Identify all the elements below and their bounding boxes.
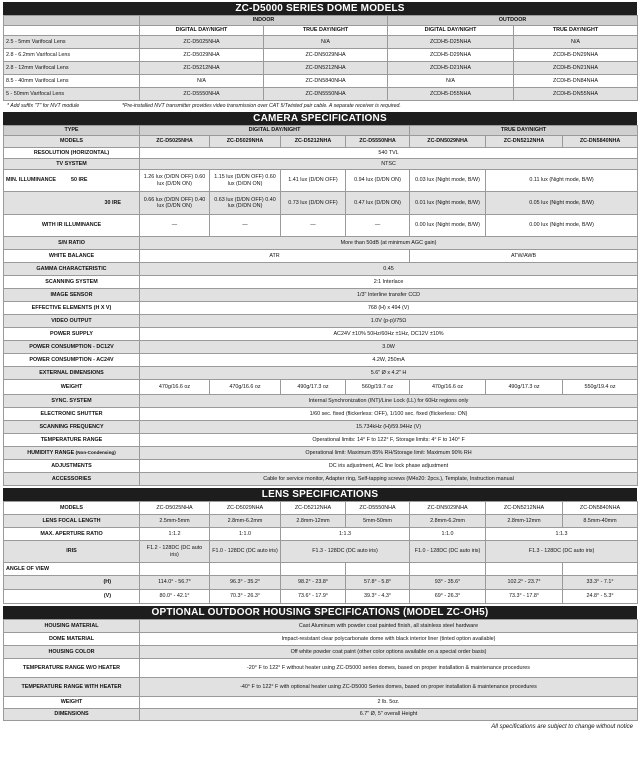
housing-value: -20° F to 122° F without heater using ZC-D5000 series domes, based on proper installation & maintenance procedures [140, 659, 638, 678]
illum-value: 1.15 lux (D/DN OFF) 0.60 lux (D/DN ON) [210, 170, 281, 192]
lens-model: ZC-DN5840NHA [563, 502, 638, 515]
housing-value: 2 lb. 5oz. [140, 697, 638, 709]
lens-model: ZC-D5025NHA [140, 502, 210, 515]
illum-value: 0.94 lux (D/DN ON) [346, 170, 410, 192]
model-cell: ZC-DN5212NHA [264, 62, 388, 75]
ir-value: 0.00 lux (Night mode, B/W) [410, 215, 486, 237]
model-cell: N/A [264, 36, 388, 49]
aperture-value: 1:1.3 [486, 528, 638, 541]
aov-label: ANGLE OF VIEW [4, 563, 140, 576]
housing-label: HOUSING MATERIAL [4, 620, 140, 633]
iris-label: IRIS [4, 541, 140, 563]
acc-value: Cable for service monitor, Adapter ring, Self-tapping screws (M4x20: 2pcs.), Template, Instruction manual [140, 473, 638, 486]
illum-value: 0.01 lux (Night mode, B/W) [410, 192, 486, 215]
resolution-label: RESOLUTION (HORIZONTAL) [4, 148, 140, 159]
sensor-label: IMAGE SENSOR [4, 289, 140, 302]
shutter-value: 1/60 sec. fixed (flickerless: OFF), 1/100 sec. fixed (flickerless: ON) [140, 408, 638, 421]
ir-dash: — [140, 215, 210, 237]
scan-value: 2:1 Interlace [140, 276, 638, 289]
iris-value: F1.0 - 128DC (DC auto iris) [410, 541, 486, 563]
humid-label-small: (Non-Condensing) [75, 449, 116, 455]
ire30-label: 30 IRE [4, 192, 140, 215]
aperture-value: 1:1.2 [140, 528, 210, 541]
freq-label: SCANNING FREQUENCY [4, 421, 140, 434]
aperture-value: 1:1.0 [410, 528, 486, 541]
lens-model: ZC-D5212NHA [281, 502, 346, 515]
model-cell: ZCDH5-DN55NHA [514, 88, 638, 101]
illum-value: 0.03 lux (Night mode, B/W) [410, 170, 486, 192]
table-row [4, 88, 638, 101]
iris-value: F1.3 - 128DC (DC auto iris) [281, 541, 410, 563]
models-note [3, 101, 637, 112]
aov-h-label: (H) [4, 576, 140, 590]
model-cell: ZCDH5-D25NHA [388, 36, 514, 49]
illum-value: 1.41 lux (D/DN OFF) [281, 170, 346, 192]
weight-value: 470g/16.6 oz [410, 380, 486, 395]
video-out-label: VIDEO OUTPUT [4, 315, 140, 328]
aov-v-value: 24.8° - 5.3° [563, 590, 638, 604]
illum-value: 0.47 lux (D/DN ON) [346, 192, 410, 215]
tv-system-label: TV SYSTEM [4, 159, 140, 170]
weight-value: 550g/19.4 oz [563, 380, 638, 395]
elements-value: 768 (H) x 494 (V) [140, 302, 638, 315]
housing-label: WEIGHT [4, 697, 140, 709]
ir-dash: — [210, 215, 281, 237]
weight-value: 490g/17.3 oz [281, 380, 346, 395]
wb-value: ATW/AWB [410, 250, 638, 263]
model-header: ZC-D5212NHA [281, 136, 346, 148]
lens-cell: 2.5 - 5mm Varifocal Lens [4, 36, 140, 49]
model-cell: ZCDH5-DN84NHA [514, 75, 638, 88]
col-header: DIGITAL DAY/NIGHT [140, 26, 264, 36]
illum-value: 1.26 lux (D/DN OFF) 0.60 lux (D/DN ON) [140, 170, 210, 192]
lens-section-title: LENS SPECIFICATIONS [3, 488, 637, 501]
weight-value: 470g/16.6 oz [140, 380, 210, 395]
housing-value: 6.7" Ø, 5" overall Height [140, 709, 638, 721]
aov-h-value: 98.2° - 23.8° [281, 576, 346, 590]
lens-table [3, 501, 638, 604]
model-cell: ZC-D5212NHA [140, 62, 264, 75]
illum-value: 0.11 lux (Night mode, B/W) [486, 170, 638, 192]
ir-dash: — [281, 215, 346, 237]
model-cell: ZC-DN5029NHA [264, 49, 388, 62]
model-header: ZC-D5029NHA [210, 136, 281, 148]
model-header: ZC-D5550NHA [346, 136, 410, 148]
type-label: TYPE [4, 126, 140, 136]
illum-value: 0.73 lux (D/DN OFF) [281, 192, 346, 215]
housing-label: DOME MATERIAL [4, 633, 140, 646]
table-row [4, 36, 638, 49]
temp-value: Operational limits: 14° F to 122° F, Storage limits: 4° F to 140° F [140, 434, 638, 447]
humid-value: Operational limit: Maximum 85% RH/Storage limit: Maximum 90% RH [140, 447, 638, 460]
aov-h-value: 114.0° - 56.7° [140, 576, 210, 590]
housing-section-title: OPTIONAL OUTDOOR HOUSING SPECIFICATIONS (MODEL ZC-OH5) [3, 606, 637, 619]
table-row [4, 49, 638, 62]
aov-v-value: 39.3° - 4.3° [346, 590, 410, 604]
temp-label: TEMPERATURE RANGE [4, 434, 140, 447]
gamma-value: 0.45 [140, 263, 638, 276]
housing-label: TEMPERATURE RANGE WITH HEATER [4, 678, 140, 697]
power-value: AC24V ±10% 50Hz/60Hz ±1Hz, DC12V ±10% [140, 328, 638, 341]
iris-value: F1.2 - 128DC (DC auto iris) [140, 541, 210, 563]
model-cell: ZC-DN5840NHA [264, 75, 388, 88]
aperture-label: MAX. APERTURE RATIO [4, 528, 140, 541]
housing-value: Off white powder coat paint (other color options available on a special order basis) [140, 646, 638, 659]
adjust-label: ADJUSTMENTS [4, 460, 140, 473]
sn-value: More than 50dB (at minimum AGC gain) [140, 237, 638, 250]
illum-value: 0.05 lux (Night mode, B/W) [486, 192, 638, 215]
humid-label: HUMIDITY RANGE [27, 449, 75, 456]
wb-value: ATR [140, 250, 410, 263]
housing-table [3, 619, 638, 721]
aperture-value: 1:1.3 [281, 528, 410, 541]
humid-cell [4, 447, 140, 460]
note-left: * Add suffix "T" for NVT module [7, 103, 80, 109]
housing-value: -40° F to 122° F with optional heater using ZC-D5000 Series domes, based on proper installation & maintenance procedures [140, 678, 638, 697]
model-cell: ZC-DN5550NHA [264, 88, 388, 101]
models-table [3, 15, 638, 101]
model-cell: N/A [388, 75, 514, 88]
outdoor-header: OUTDOOR [388, 16, 638, 26]
focal-value: 2.8mm-12mm [486, 515, 563, 528]
shutter-label: ELECTRONIC SHUTTER [4, 408, 140, 421]
pc12-label: POWER CONSUMPTION - DC12V [4, 341, 140, 354]
aov-h-value: 93° - 35.6° [410, 576, 486, 590]
aov-h-value: 33.3° - 7.1° [563, 576, 638, 590]
models-section-title: ZC-D5000 SERIES DOME MODELS [3, 2, 637, 15]
aov-v-value: 80.0° - 42.1° [140, 590, 210, 604]
true-dn-header: TRUE DAY/NIGHT [410, 126, 638, 136]
illum-value: 0.66 lux (D/DN OFF) 0.40 lux (D/DN ON) [140, 192, 210, 215]
ir-value: 0.00 lux (Night mode, B/W) [486, 215, 638, 237]
table-row [4, 75, 638, 88]
model-header: ZC-D5025NHA [140, 136, 210, 148]
elements-label: EFFECTIVE ELEMENTS (H X V) [4, 302, 140, 315]
sync-label: SYNC. SYSTEM [4, 395, 140, 408]
adjust-value: DC iris adjustment, AC line lock phase adjustment [140, 460, 638, 473]
aov-v-value: 73.6° - 17.9° [281, 590, 346, 604]
wb-label: WHITE BALANCE [4, 250, 140, 263]
lens-model: ZC-DN5212NHA [486, 502, 563, 515]
lens-cell: 2.8 - 12mm Varifocal Lens [4, 62, 140, 75]
model-cell: ZCDH5-D21NHA [388, 62, 514, 75]
ext-value: 5.6" Ø x 4.2" H [140, 367, 638, 380]
col-header: TRUE DAY/NIGHT [264, 26, 388, 36]
pc24-value: 4.2W, 250mA [140, 354, 638, 367]
lens-cell: 5 - 50mm Varifocal Lens [4, 88, 140, 101]
housing-value: Cast Aluminum with powder coat painted finish, all stainless steel hardware [140, 620, 638, 633]
blank-cell [4, 16, 140, 26]
resolution-value: 540 TVL [140, 148, 638, 159]
model-cell: ZCDH5-D29NHA [388, 49, 514, 62]
model-cell: N/A [514, 36, 638, 49]
ir-label: WITH IR ILLUMINANCE [4, 215, 140, 237]
model-cell: ZC-D5025NHA [140, 36, 264, 49]
tv-system-value: NTSC [140, 159, 638, 170]
digital-header: DIGITAL DAY/NIGHT [140, 126, 410, 136]
aov-v-label: (V) [4, 590, 140, 604]
pc12-value: 3.0W [140, 341, 638, 354]
lens-model: ZC-D5029NHA [210, 502, 281, 515]
footer-note: All specifications are subject to change without notice [491, 724, 633, 730]
ire50-label: 50 IRE [71, 177, 88, 184]
lens-model: ZC-DN5029NHA [410, 502, 486, 515]
focal-value: 2.8mm-6.2mm [410, 515, 486, 528]
col-header: TRUE DAY/NIGHT [514, 26, 638, 36]
housing-value: Impact-resistant clear polycarbonate dome with black interior liner (tinted option available) [140, 633, 638, 646]
freq-value: 15.734kHz (H)/59.94Hz (V) [140, 421, 638, 434]
weight-label: WEIGHT [4, 380, 140, 395]
lens-cell: 8.5 - 40mm Varifocal Lens [4, 75, 140, 88]
aov-v-value: 70.3° - 26.3° [210, 590, 281, 604]
ir-dash: — [346, 215, 410, 237]
model-header: ZC-DN5212NHA [486, 136, 563, 148]
power-label: POWER SUPPLY [4, 328, 140, 341]
acc-label: ACCESSORIES [4, 473, 140, 486]
aov-v-value: 73.3° - 17.8° [486, 590, 563, 604]
focal-value: 5mm-50mm [346, 515, 410, 528]
camera-section-title: CAMERA SPECIFICATIONS [3, 112, 637, 125]
table-row [4, 62, 638, 75]
model-cell: ZCDH5-DN21NHA [514, 62, 638, 75]
scan-label: SCANNING SYSTEM [4, 276, 140, 289]
focal-label: LENS FOCAL LENGTH [4, 515, 140, 528]
model-cell: ZCDH5-D55NHA [388, 88, 514, 101]
aov-h-value: 102.2° - 23.7° [486, 576, 563, 590]
aov-h-value: 57.8° - 5.8° [346, 576, 410, 590]
indoor-header: INDOOR [140, 16, 388, 26]
weight-value: 470g/16.6 oz [210, 380, 281, 395]
sn-label: S/N RATIO [4, 237, 140, 250]
illum-value: 0.63 lux (D/DN OFF) 0.40 lux (D/DN ON) [210, 192, 281, 215]
focal-value: 2.8mm-12mm [281, 515, 346, 528]
aperture-value: 1:1.0 [210, 528, 281, 541]
video-out-value: 1.0V (p-p)/75Ω [140, 315, 638, 328]
focal-value: 2.8mm-6.2mm [210, 515, 281, 528]
model-header: ZC-DN5029NHA [410, 136, 486, 148]
pc24-label: POWER CONSUMPTION - AC24V [4, 354, 140, 367]
model-cell: ZC-D5550NHA [140, 88, 264, 101]
ext-label: EXTERNAL DIMENSIONS [4, 367, 140, 380]
blank-cell [4, 26, 140, 36]
min-illum-50-cell [4, 170, 140, 192]
lens-models-label: MODELS [4, 502, 140, 515]
iris-value: F1.0 - 128DC (DC auto iris) [210, 541, 281, 563]
min-illum-label: MIN. ILLUMINANCE [6, 177, 57, 184]
lens-cell: 2.8 - 6.2mm Varifocal Lens [4, 49, 140, 62]
focal-value: 2.5mm-5mm [140, 515, 210, 528]
aov-v-value: 69° - 26.3° [410, 590, 486, 604]
note-right: *Pre-installed NVT transmitter provides video transmission over CAT 5/Twisted pair cable. A separate receiver is required. [122, 103, 401, 109]
model-cell: N/A [140, 75, 264, 88]
lens-model: ZC-D5550NHA [346, 502, 410, 515]
sync-value: Internal Synchronization (INT)/Line Lock (LL) for 60Hz regions only [140, 395, 638, 408]
model-cell: ZCDH5-DN29NHA [514, 49, 638, 62]
iris-value: F1.3 - 128DC (DC auto iris) [486, 541, 638, 563]
sensor-value: 1/3" Interline transfer CCD [140, 289, 638, 302]
model-cell: ZC-D5029NHA [140, 49, 264, 62]
focal-value: 8.5mm-40mm [563, 515, 638, 528]
models-label: MODELS [4, 136, 140, 148]
housing-label: TEMPERATURE RANGE W/O HEATER [4, 659, 140, 678]
col-header: DIGITAL DAY/NIGHT [388, 26, 514, 36]
camera-table [3, 125, 638, 486]
housing-label: HOUSING COLOR [4, 646, 140, 659]
model-header: ZC-DN5840NHA [563, 136, 638, 148]
aov-h-value: 96.3° - 35.2° [210, 576, 281, 590]
housing-label: DIMENSIONS [4, 709, 140, 721]
weight-value: 490g/17.3 oz [486, 380, 563, 395]
gamma-label: GAMMA CHARACTERISTIC [4, 263, 140, 276]
weight-value: 560g/19.7 oz [346, 380, 410, 395]
